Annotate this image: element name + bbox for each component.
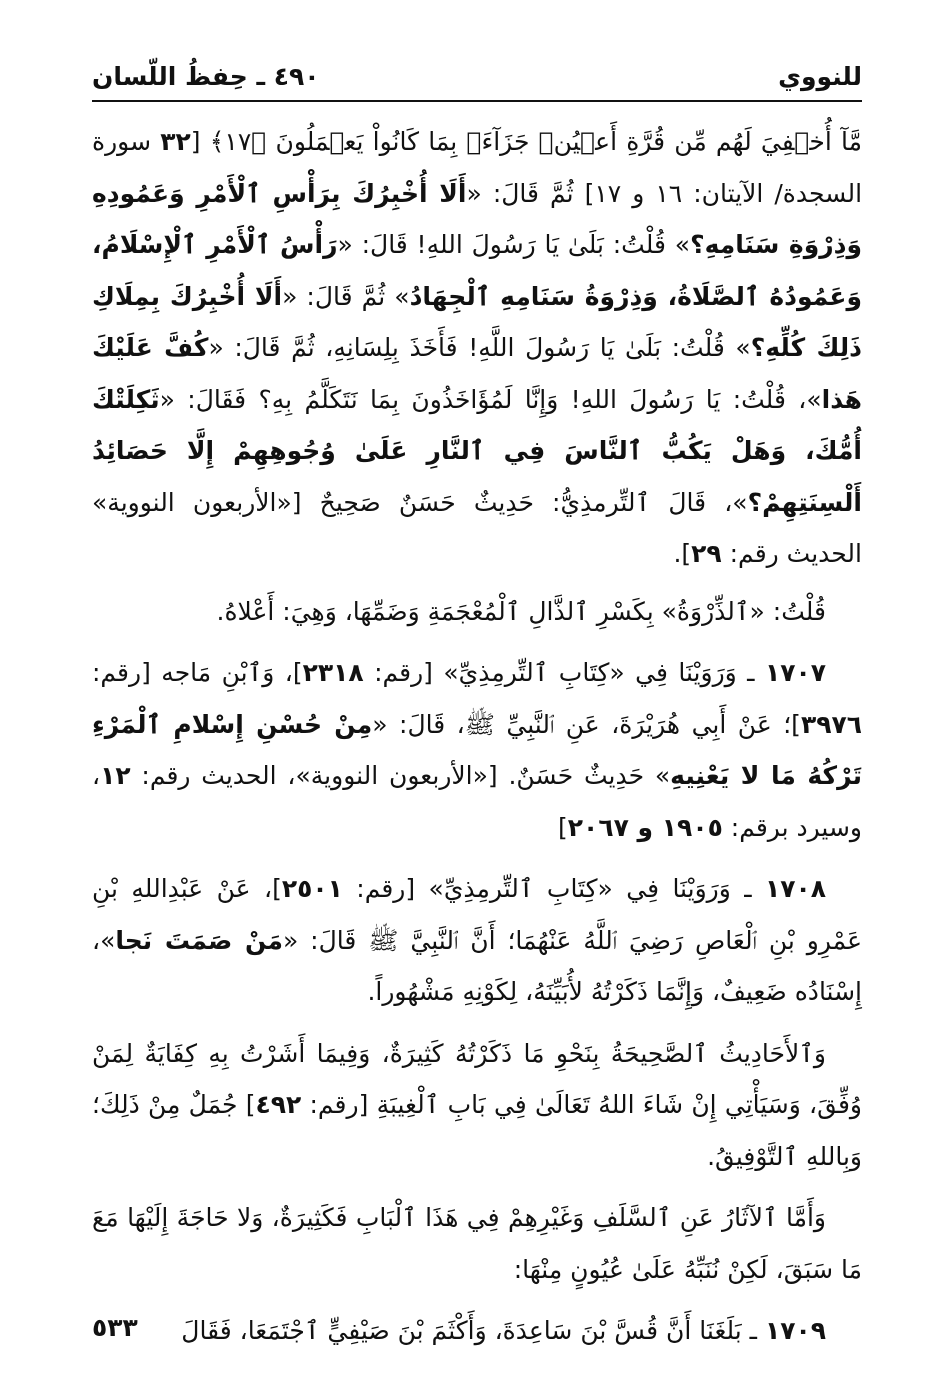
- text-run: قُلْتُ: «ٱلذِّرْوَةُ» بِكَسْرِ ٱلذَّالِ ٱلْمُعْجَمَةِ وَضَمِّهَا، وَهِيَ: أَعْلاهُ.: [216, 596, 826, 626]
- text-run: »، إِسْنَادُه ضَعِيفٌ، وَإِنَّمَا ذَكَرْتُهُ لأُبَيِّنَهُ، لِكَوْنِهِ مَشْهُوراً.: [92, 925, 862, 1006]
- bold-text-run: ٢٥٠١: [281, 874, 343, 903]
- text-run: سورة السجدة/ الآيتان: ١٦ و ١٧] ثُمَّ قَالَ: «: [92, 127, 863, 208]
- paragraph-note-dhirwa: [92, 586, 862, 638]
- text-run: مَّآ أُخۡفِيَ لَهُم مِّن قُرَّةِ أَعۡيُنٖ جَزَآءَۢ بِمَا كَانُواْ يَعۡمَلُونَ ﴿١٧﴾ [: [190, 127, 862, 156]
- paragraph-hadith-1708: [92, 863, 862, 1018]
- bold-text-run: مِنْ حُسْنِ إِسْلامِ ٱلْمَرْءِ تَرْكُهُ مَا لا يَعْنِيهِ: [92, 709, 863, 790]
- text-run: ] جُمَلٌ مِنْ ذَلِكَ؛ وَبِاللهِ ٱلتَّوْفِيقُ.: [92, 1090, 862, 1171]
- document-page: [92, 52, 863, 1345]
- bold-text-run: ثَكِلَتْكَ أُمُّكَ، وَهَلْ يَكُبُّ ٱلنَّاسَ فِي ٱلنَّارِ عَلَىٰ وُجُوهِهِمْ إِلَّا حَصَائِدُ أَلْسِنَتِهِمْ؟: [92, 384, 862, 517]
- text-run: وَٱلأَحَادِيثُ ٱلصَّحِيحَةُ بِنَحْوِ مَا ذَكَرْتُهُ كَثِيرَةٌ، وَفِيمَا أَشَرْتُ بِهِ كِفَايَةٌ لِمَنْ وُفِّقَ، وَسَيَأْتِي إِنْ شَاءَ اللهُ تَعَالَىٰ فِي بَابِ ٱلْغِيبَةِ [رقم:: [92, 1038, 862, 1119]
- bold-text-run: ٢٣١٨: [302, 658, 364, 687]
- bold-text-run: ٣٢: [160, 127, 191, 156]
- bold-text-run: ٣٩٧٦: [800, 709, 862, 739]
- bold-text-run: أَلَا أُخْبِرُكَ بِرَأْسِ ٱلْأَمْرِ وَعَمُودِهِ وَذِرْوَةِ سَنَامِهِ؟: [92, 178, 862, 259]
- text-run: » قُلْتُ: بَلَىٰ يَا رَسُولَ اللَّهِ! فَأَخَذَ بِلِسَانِهِ، ثُمَّ قَالَ: «: [208, 333, 751, 362]
- text-run: ـ بَلَغَنَا أَنَّ قُسَّ بْنَ سَاعِدَةَ، وَأَكْثَمَ بْنَ صَيْفِيٍّ ٱجْتَمَعَا، فَقَالَ: [181, 1316, 765, 1345]
- bold-text-run: ٤٩٢: [255, 1090, 302, 1119]
- text-run: ـ وَرَوَيْنَا فِي «كِتَابِ ٱلتِّرمِذِيِّ» [رقم:: [363, 658, 765, 687]
- text-run: ، وسيرد برقم:: [92, 761, 862, 842]
- text-run: »، قَالَ ٱلتِّرمذِيُّ: حَدِيثٌ حَسَنٌ صَحِيحٌ [«الأربعون النووية» الحديث رقم:: [92, 487, 862, 568]
- bold-text-run: ١٧٠٨: [764, 874, 826, 903]
- text-run: » ثُمَّ قَالَ: «: [282, 281, 410, 311]
- text-run: » قُلْتُ: بَلَىٰ يَا رَسُولَ اللهِ! قَالَ: «: [337, 230, 691, 259]
- paragraph-hadith-1709: [92, 1305, 862, 1357]
- text-run: ـ وَرَوَيْنَا فِي «كِتَابِ ٱلتِّرمِذِيِّ» [رقم:: [342, 874, 765, 903]
- text-run: وَأَمَّا ٱلآثَارُ عَنِ ٱلسَّلَفِ وَغَيْرِهِمْ فِي هَذَا ٱلْبَابِ فَكَثِيرَةٌ، وَلا حَاجَةَ إِلَيْهَا مَعَ مَا سَبَقَ، لَكِنْ نُنَبِّهُ عَلَىٰ عُيُونٍ مِنْهَا:: [92, 1203, 862, 1284]
- bold-text-run: رَأْسُ ٱلْأَمْرِ ٱلْإِسْلَامُ، وَعَمُودُهُ ٱلصَّلَاةُ، وَذِرْوَةُ سَنَامِهِ ٱلْجِهَادُ: [92, 230, 862, 311]
- bold-text-run: ١٧٠٧: [764, 658, 826, 687]
- text-run: ]، وَٱبْنِ مَاجه [رقم:: [92, 658, 303, 687]
- bold-text-run: كُفَّ عَلَيْكَ هَذا: [92, 333, 862, 414]
- bold-text-run: مَنْ صَمَتَ نَجا: [115, 925, 283, 955]
- running-header: [92, 52, 862, 102]
- page-number: ٥٣٣: [92, 1313, 138, 1342]
- text-run: » حَدِيثٌ حَسَنٌ. [«الأربعون النووية»، الحديث رقم:: [130, 761, 671, 790]
- book-name: للنووي: [778, 62, 862, 91]
- bold-text-run: ١٢: [100, 761, 131, 790]
- bold-text-run: ٢٩: [691, 539, 722, 568]
- text-run: ].: [673, 539, 692, 568]
- paragraph-hadith-1706-continuation: [92, 116, 862, 580]
- bold-text-run: أَلَا أُخْبِرُكَ بِمِلَاكِ ذَلِكَ كُلِّهِ؟: [92, 281, 862, 362]
- text-run: ]، عَنْ عَبْدِاللهِ بْنِ عَمْرِو بْنِ ٱلْعَاصِ رَضِيَ ٱللَّهُ عَنْهُمَا؛ أَنَّ ٱلنَّبِيَّ ﷺ قَالَ: «: [92, 874, 862, 955]
- paragraph-athar: [92, 1192, 862, 1295]
- paragraph-sahih-hadiths: [92, 1028, 862, 1183]
- bold-text-run: ١٧٠٩: [764, 1316, 826, 1345]
- text-run: ]؛ عَنْ أَبِي هُرَيْرَةَ، عَنِ ٱلنَّبِيِّ ﷺ، قَالَ: «: [372, 709, 801, 739]
- text-run: ]: [558, 812, 568, 842]
- paragraph-hadith-1707: [92, 647, 862, 853]
- chapter-title: ٤٩٠ ـ حِفظُ اللّسان: [92, 62, 320, 91]
- page-body: [92, 116, 862, 1357]
- bold-text-run: ١٩٠٥ و ٢٠٦٧: [567, 812, 723, 842]
- text-run: »، قُلْتُ: يَا رَسُولَ اللهِ! وَإِنَّا لَمُؤَاخَذُونَ بِمَا نَتَكَلَّمُ بِهِ؟ فَقَالَ: «: [159, 384, 822, 414]
